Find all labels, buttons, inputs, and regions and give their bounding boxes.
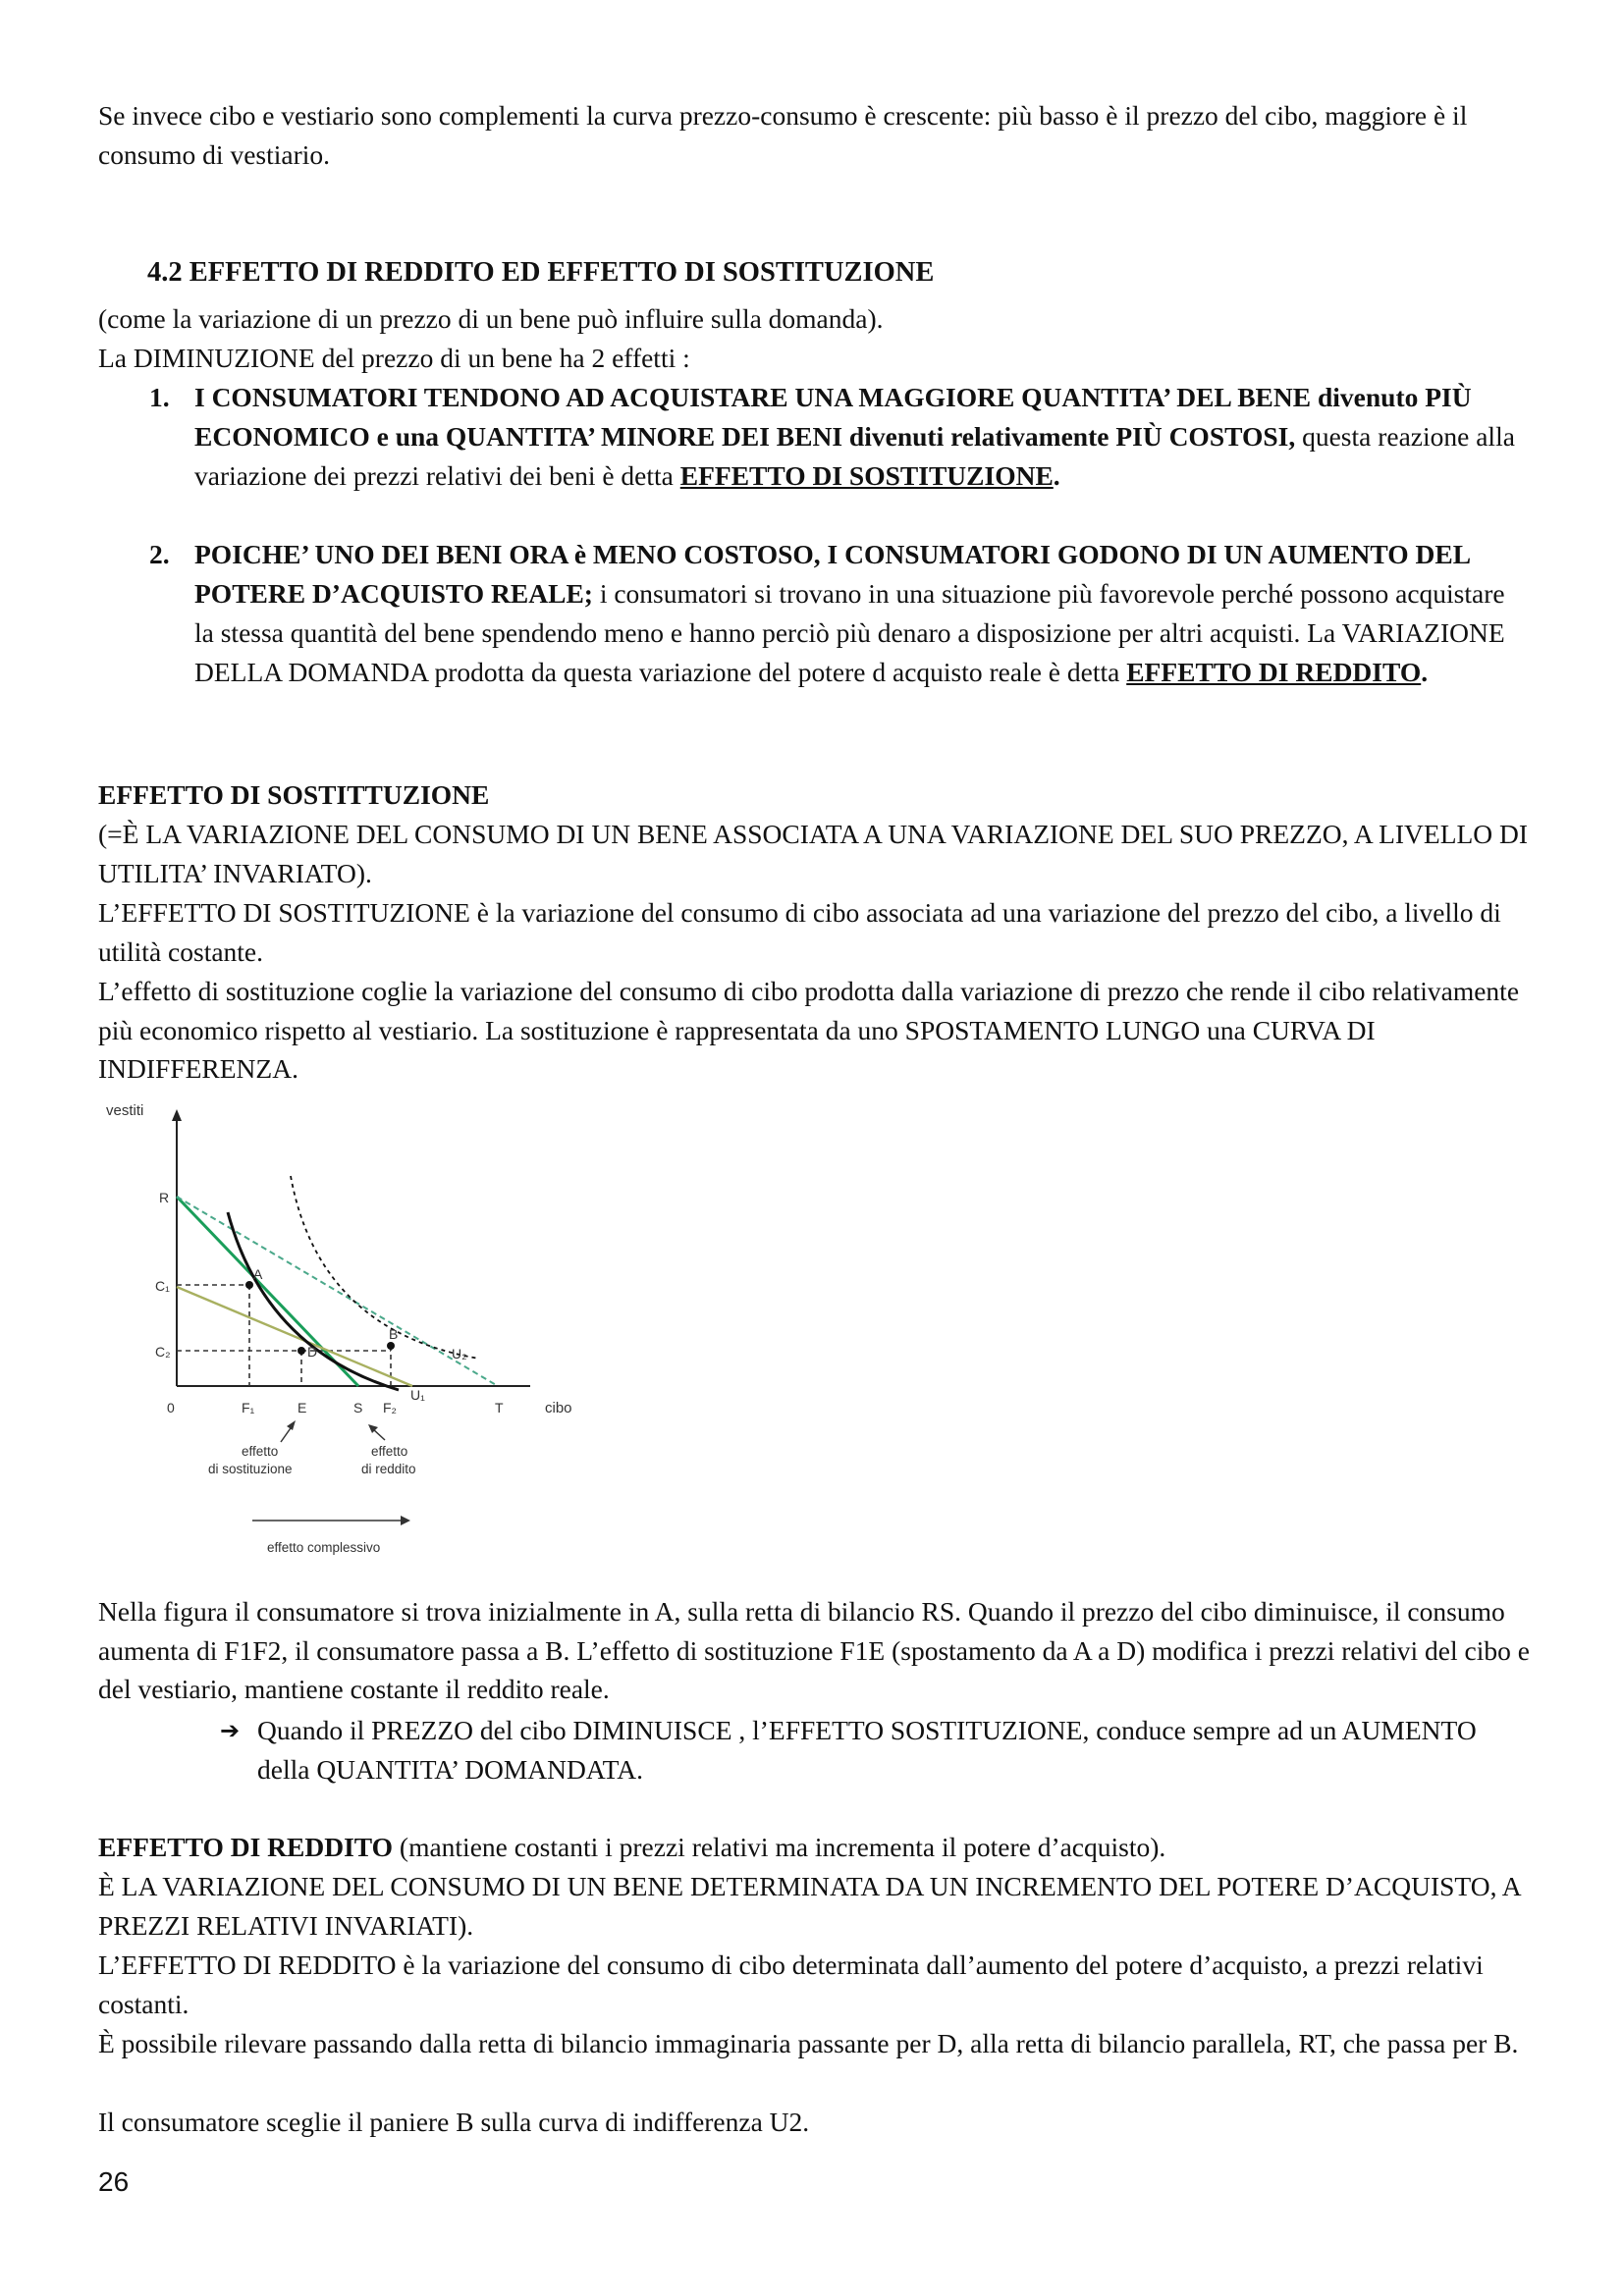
list-bold-text: I CONSUMATORI TENDONO AD ACQUISTARE UNA MAGGIORE QUANTITA’ DEL BENE divenuto PIÙ ECONOMICO e una QUANTITA’ MINORE DEI BENI divenuti relativamente PIÙ COSTOSI, (194, 382, 1472, 452)
arrow-note-text: Quando il PREZZO del cibo DIMINUISCE , l’EFFETTO SOSTITUZIONE, conduce sempre ad un AUMENTO della QUANTITA’ DOMANDATA. (257, 1715, 1477, 1785)
y-axis-label: vestiti (106, 1102, 144, 1119)
budget-line-rt (177, 1197, 498, 1386)
budget-line-rs (177, 1197, 358, 1386)
y-tick-r: R (159, 1190, 170, 1205)
x-axis-label: cibo (545, 1400, 572, 1416)
substitution-heading: EFFETTO DI SOSTITTUZIONE (98, 779, 490, 810)
curve-u1-label: U₁ (410, 1387, 425, 1403)
page-number: 26 (98, 2166, 130, 2197)
point-d-label: D (307, 1344, 318, 1360)
budget-line-through-d (177, 1287, 412, 1386)
list-item-2 (149, 535, 1530, 692)
income-paragraph-2: È possibile rilevare passando dalla retta di bilancio immaginaria passante per D, alla retta di bilancio parallela, RT, che passa per B. (98, 2028, 1519, 2058)
list-emph-text: EFFETTO DI REDDITO (1126, 657, 1422, 687)
income-paragraph-3: Il consumatore sceglie il paniere B sulla curva di indifferenza U2. (98, 2107, 810, 2137)
total-effect-arrow-icon (401, 1516, 410, 1525)
point-d (298, 1347, 305, 1355)
list-emph-text: EFFETTO DI SOSTITUZIONE (679, 460, 1054, 491)
y-axis-arrow-icon (172, 1109, 182, 1121)
substitution-paragraph-2: L’effetto di sostituzione coglie la variazione del consumo di cibo prodotta dalla variazione di prezzo che rende il cibo relativamente più economico rispetto al vestiario. La sostituzione è rappresentata da uno SPOSTAMENTO LUNGO una CURVA DI INDIFFERENZA. (98, 976, 1520, 1084)
income-heading-line (98, 1828, 1542, 1867)
substitution-annotation: effetto di sostituzione (208, 1444, 293, 1476)
intro-paragraph: Se invece cibo e vestiario sono complementi la curva prezzo-consumo è crescente: più basso è il prezzo del cibo, maggiore è il consumo di vestiario. (98, 100, 1468, 170)
list-text: questa reazione alla variazione dei prezzi relativi dei beni è detta (194, 421, 1515, 491)
income-annotation: effetto di reddito (361, 1444, 416, 1476)
list-bold-text: POICHE’ UNO DEI BENI ORA è MENO COSTOSO, I CONSUMATORI GODONO DI UN AUMENTO DEL POTERE D’ACQUISTO REALE; (194, 539, 1470, 609)
list-end: . (1421, 657, 1429, 687)
x-tick-f1: F₁ (242, 1400, 255, 1415)
indifference-curve-u1 (228, 1212, 399, 1390)
substitution-pointer-arrow-icon (287, 1420, 296, 1430)
y-tick-c1: C₁ (155, 1278, 170, 1294)
income-paragraph-1: L’EFFETTO DI REDDITO è la variazione del consumo di cibo determinata dall’aumento del potere d’acquisto, a prezzi relativi costanti. (98, 1949, 1484, 2019)
curve-u2-label: U₂ (452, 1346, 467, 1362)
section-title: 4.2 EFFETTO DI REDDITO ED EFFETTO DI SOSTITUZIONE (147, 257, 935, 288)
explanation-paragraph: Nella figura il consumatore si trova inizialmente in A, sulla retta di bilancio RS. Quando il prezzo del cibo diminuisce, il consumo aumenta di F1F2, il consumatore passa a B. L’effetto di sostituzione F1E (spostamento da A a D) modifica i prezzi relativi del cibo e del vestiario, mantiene costante il reddito reale. (98, 1596, 1530, 1704)
x-tick-s: S (353, 1400, 363, 1415)
income-definition: È LA VARIAZIONE DEL CONSUMO DI UN BENE DETERMINATA DA UN INCREMENTO DEL POTERE D’ACQUISTO, A PREZZI RELATIVI INVARIATI). (98, 1871, 1521, 1941)
arrow-note (220, 1711, 1534, 1789)
point-b-label: B (389, 1326, 399, 1342)
list-item-1 (149, 378, 1530, 496)
x-tick-t: T (495, 1400, 504, 1415)
section-subtitle: (come la variazione di un prezzo di un bene può influire sulla domanda). (98, 303, 884, 334)
list-end: . (1053, 460, 1060, 491)
point-b (387, 1342, 395, 1350)
x-tick-f2: F₂ (383, 1400, 397, 1415)
indifference-curve-u2 (291, 1176, 479, 1359)
total-effect-label: effetto complessivo (267, 1540, 381, 1555)
income-heading: EFFETTO DI REDDITO (98, 1832, 394, 1862)
substitution-paragraph-1: L’EFFETTO DI SOSTITUZIONE è la variazione del consumo di cibo associata ad una variazione del prezzo del cibo, a livello di utilità costante. (98, 897, 1501, 967)
income-heading-rest: (mantiene costanti i prezzi relativi ma incrementa il potere d’acquisto). (393, 1832, 1166, 1862)
y-tick-c2: C₂ (155, 1344, 171, 1360)
list-number: 2. (149, 539, 170, 569)
list-text: i consumatori si trovano in una situazione più favorevole perché possono acquistare la stessa quantità del bene spendendo meno e hanno perciò più denaro a disposizione per altri acquisti. La VARIAZIONE DELLA DOMANDA prodotta da questa variazione del potere d acquisto reale è detta (194, 578, 1505, 687)
x-tick-e: E (298, 1400, 307, 1415)
right-arrow-icon: ➔ (220, 1717, 241, 1744)
point-a (245, 1281, 253, 1289)
origin-label: 0 (167, 1400, 175, 1415)
list-number: 1. (149, 382, 170, 412)
income-substitution-figure (98, 1099, 609, 1571)
section-lead: La DIMINUZIONE del prezzo di un bene ha 2 effetti : (98, 343, 690, 373)
point-a-label: A (253, 1266, 263, 1282)
substitution-definition: (=È LA VARIAZIONE DEL CONSUMO DI UN BENE ASSOCIATA A UNA VARIAZIONE DEL SUO PREZZO, A LIVELLO DI UTILITA’ INVARIATO). (98, 819, 1529, 888)
